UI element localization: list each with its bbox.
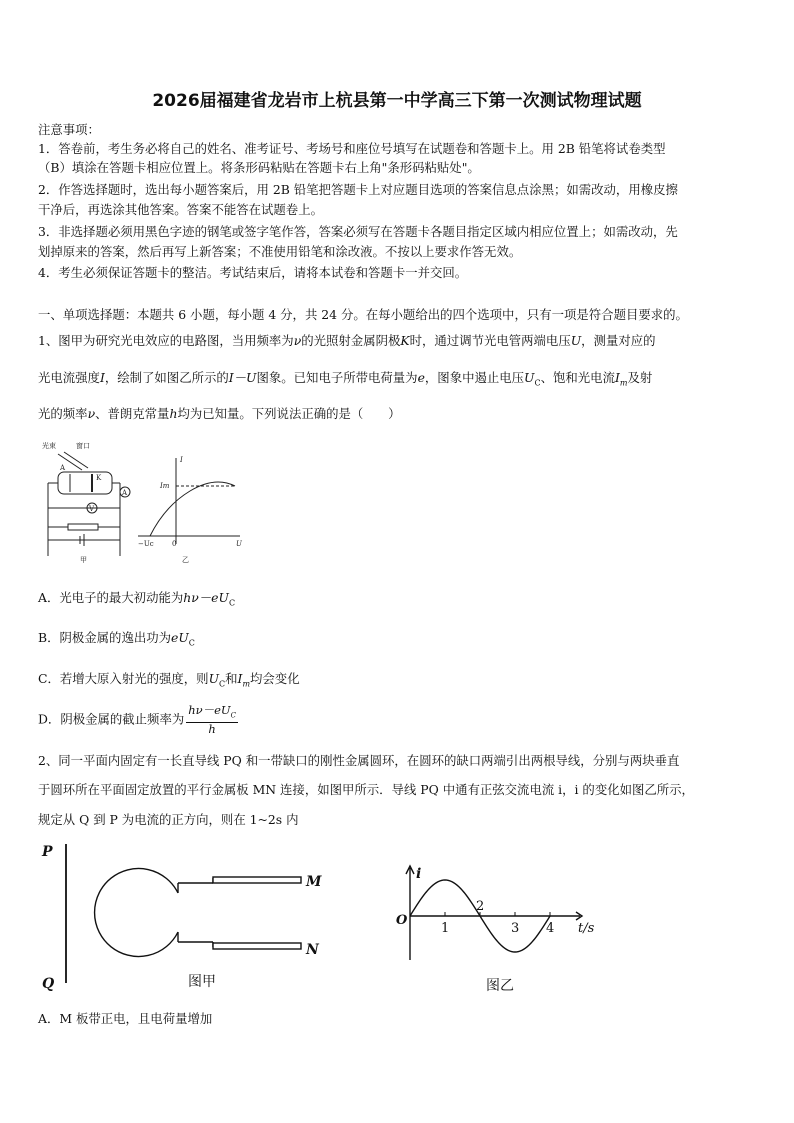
- x-tick-label: 3: [511, 921, 520, 936]
- notice-line: 1．答卷前，考生务必将自己的姓名、准考证号、考场号和座位号填写在试题卷和答题卡上。用 2B 铅笔将试卷类型: [38, 141, 666, 156]
- rheostat: [68, 524, 98, 530]
- figure-label-yi: 乙: [182, 556, 189, 564]
- section-heading: 一、单项选择题：本题共 6 小题，每小题 4 分，共 24 分。在每小题给出的四个选项中，只有一项是符合题目要求的。: [38, 307, 688, 322]
- q1-line-2: 光电流强度I，绘制了如图乙所示的I－U图象。已知电子所带电荷量为e，图象中遏止电压$U_C$、饱和光电流$I_m$及射: [38, 370, 653, 388]
- label-q: Q: [42, 976, 55, 992]
- caption-jia: 图甲: [188, 974, 216, 990]
- light-label: 光束: [42, 442, 56, 450]
- q2-line: 2、同一平面内固定有一长直导线 PQ 和一带缺口的刚性金属圆环，在圆环的缺口两端引出两根导线，分别与两块垂直: [38, 753, 680, 768]
- q2-option-a[interactable]: A．M 板带正电，且电荷量增加: [38, 1011, 213, 1026]
- q2-line: 于圆环所在平面固定放置的平行金属板 MN 连接，如图甲所示．导线 PQ 中通有正弦交流电流 i，i 的变化如图乙所示，: [38, 782, 694, 797]
- figure-label-jia: 甲: [80, 556, 87, 564]
- caption-yi: 图乙: [486, 978, 514, 994]
- axis-label-u: U: [236, 540, 242, 548]
- notice-line: 2．作答选择题时，选出每小题答案后，用 2B 铅笔把答题卡上对应题目选项的答案信息点涂黑；如需改动，用橡皮擦: [38, 182, 678, 197]
- notice-line: 3．非选择题必须用黑色字迹的钢笔或签字笔作答，答案必须写在答题卡各题目指定区域内相应位置上；如需改动，先: [38, 224, 678, 239]
- plate-m: [213, 877, 301, 883]
- x-tick-label: 1: [441, 921, 450, 936]
- q1-option-b[interactable]: B．阴极金属的逸出功为$eU_C$: [38, 630, 195, 648]
- q1-option-d[interactable]: D．阴极金属的截止频率为 $\frac{h\nu-eU_C}{h}$: [38, 703, 236, 737]
- notice-line: 4．考生必须保证答题卡的整洁。考试结束后，请将本试卷和答题卡一并交回。: [38, 265, 468, 280]
- fraction: $\frac{h\nu-eU_C}{h}$: [188, 703, 236, 737]
- cathode-label: K: [96, 474, 102, 482]
- q2-figure-jia: [38, 838, 338, 996]
- label-p: P: [42, 844, 53, 860]
- axis-label-i: I: [180, 456, 183, 464]
- q1-line-1: 1、图甲为研究光电效应的电路图，当用频率为ν的光照射金属阴极K时，通过调节光电管两端电压U，测量对应的: [38, 333, 656, 348]
- voltmeter-label: V: [89, 505, 95, 513]
- window-label: 窗口: [76, 442, 90, 450]
- q1-figure: [40, 436, 250, 576]
- x-tick-label: 4: [546, 921, 555, 936]
- metal-ring: [95, 869, 178, 957]
- q1-line-3: 光的频率ν、普朗克常量h均为已知量。下列说法正确的是（ ）: [38, 406, 401, 421]
- notice-line: 干净后，再选涂其他答案。答案不能答在试题卷上。: [38, 202, 323, 217]
- stopping-voltage-label: −Uc: [138, 540, 154, 548]
- axis-label-t: t/s: [578, 921, 595, 936]
- label-n: N: [306, 942, 319, 958]
- phototube: [58, 472, 112, 494]
- axis-label-i: i: [416, 866, 422, 882]
- page-title: 2026届福建省龙岩市上杭县第一中学高三下第一次测试物理试题: [152, 91, 642, 111]
- label-m: M: [306, 874, 322, 890]
- q1-option-a[interactable]: A．光电子的最大初动能为$h\nu-eU_C$: [38, 590, 236, 608]
- origin-label: O: [396, 913, 408, 928]
- notice-heading: 注意事项：: [38, 122, 100, 137]
- iu-curve: [150, 482, 235, 536]
- origin-label: 0: [172, 540, 177, 548]
- notice-line: （B）填涂在答题卡相应位置上。将条形码粘贴在答题卡右上角"条形码粘贴处"。: [38, 160, 480, 175]
- notice-line: 划掉原来的答案，然后再写上新答案；不准使用铅笔和涂改液。不按以上要求作答无效。: [38, 244, 522, 259]
- x-tick-label: 2: [476, 899, 485, 914]
- anode-label: A: [60, 464, 66, 472]
- ammeter-label: A: [122, 489, 128, 497]
- saturation-current-label: Im: [160, 482, 170, 490]
- plate-n: [213, 943, 301, 949]
- q2-figure-yi-chart: [390, 862, 610, 994]
- q2-line: 规定从 Q 到 P 为电流的正方向，则在 1~2s 内: [38, 812, 299, 827]
- q1-option-c[interactable]: C．若增大原入射光的强度，则$U_C$和$I_m$均会变化: [38, 671, 300, 689]
